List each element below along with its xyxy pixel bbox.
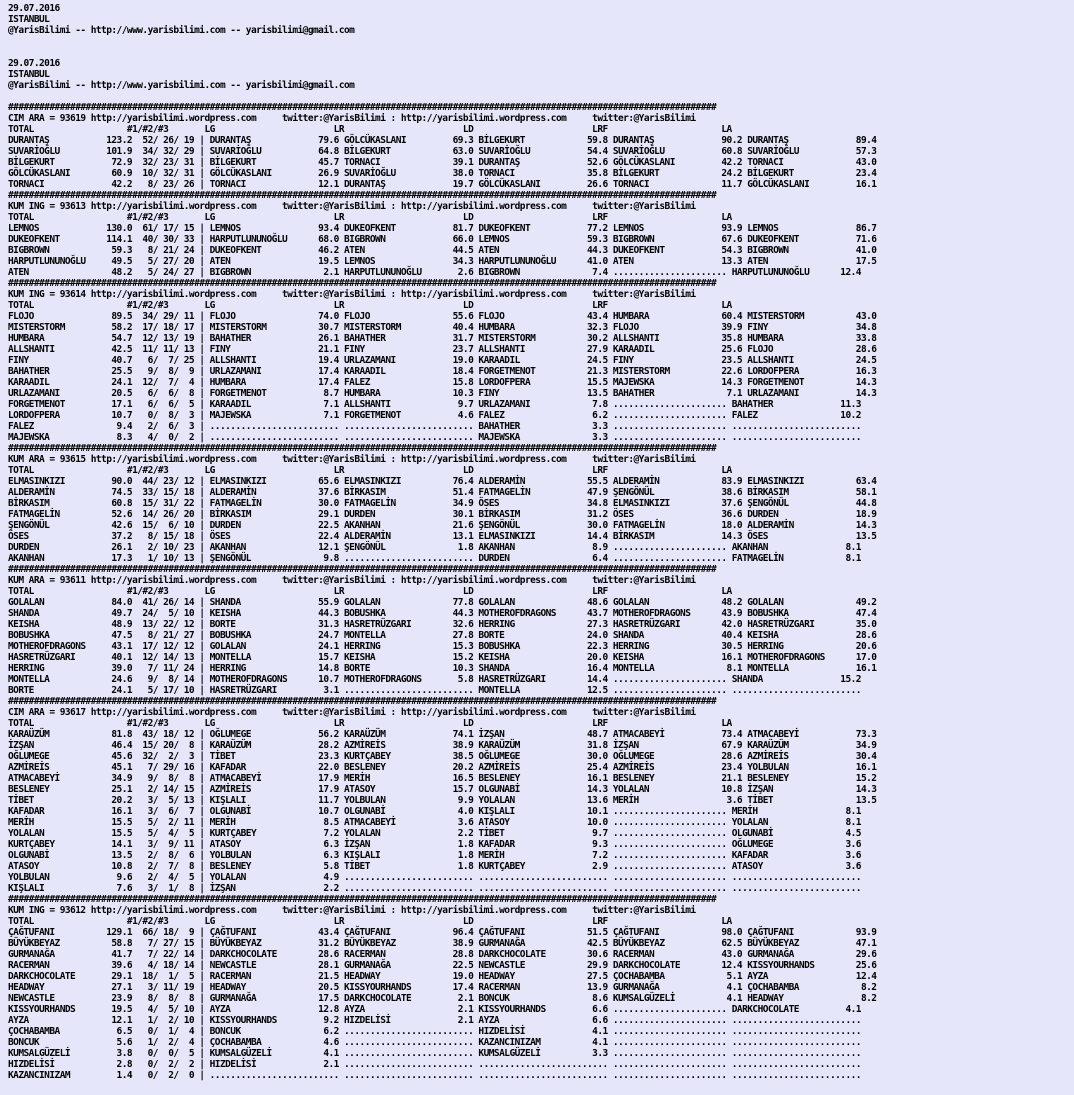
table-row: OLGUNABİ 13.5 2/ 8/ 6 | YOLBULAN 6.3 KIŞLALI 1.8 MERİH 7.2 ...................... KAFADAR 3.6 xyxy=(8,850,861,861)
separator-line: ######################################################################################################################################### xyxy=(8,894,717,905)
table-row: TİBET 20.2 3/ 5/ 13 | KIŞLALI 11.7 YOLBULAN 9.9 YOLALAN 13.6 MERİH 3.6 TİBET 13.5 xyxy=(8,795,877,806)
table-row: HERRING 39.0 7/ 11/ 24 | HERRING 14.8 BORTE 10.3 SHANDA 16.4 MONTELLA 8.1 MONTELLA 16.1 xyxy=(8,663,877,674)
table-row: AZMİREİS 45.1 7/ 29/ 16 | KAFADAR 22.0 BESLENEY 20.2 AZMİREİS 25.4 AZMİREİS 23.4 YOLBULAN 16.1 xyxy=(8,762,877,773)
table-row: KAFADAR 16.1 3/ 6/ 7 | OLGUNABİ 10.7 OLGUNABİ 4.0 KIŞLALI 10.1 ...................... MERİH 8.1 xyxy=(8,806,861,817)
separator-line: ######################################################################################################################################### xyxy=(8,443,717,454)
report-date: 29.07.2016 xyxy=(8,58,60,69)
table-row: KARAÜZÜM 81.8 43/ 18/ 12 | OĞLUMEGE 56.2 KARAÜZÜM 74.1 İZŞAN 48.7 ATMACABEYİ 73.4 ATMACABEYİ 73.3 xyxy=(8,729,877,740)
table-row: FATMAGELİN 52.6 14/ 26/ 20 | BİRKASIM 29.1 DURDEN 30.1 BİRKASIM 31.2 ÖSES 36.6 DURDEN 18.9 xyxy=(8,509,877,520)
table-row: ATEN 48.2 5/ 24/ 27 | BIGBROWN 2.1 HARPUTLUNUNOĞLU 2.6 BIGBROWN 7.4 ...................... HARPUTLUNUNOĞLU 12.4 xyxy=(8,267,861,278)
table-row: ATASOY 10.8 2/ 7/ 8 | BESLENEY 5.8 TİBET 1.8 KURTÇABEY 2.9 ...................... ATASOY 3.6 xyxy=(8,861,861,872)
separator-line: ######################################################################################################################################### xyxy=(8,564,717,575)
table-row: İZŞAN 46.4 15/ 20/ 8 | KARAÜZÜM 28.2 AZMİREİS 38.9 KARAÜZÜM 31.8 İZŞAN 67.9 KARAÜZÜM 34.9 xyxy=(8,740,877,751)
table-row: FINY 40.7 6/ 7/ 25 | ALLSHANTI 19.4 URLAZAMANI 19.0 KARAADIL 24.5 FINY 23.5 ALLSHANTI 24.5 xyxy=(8,355,877,366)
table-row: RACERMAN 39.6 4/ 18/ 14 | NEWCASTLE 28.1 GURMANAĞA 22.5 NEWCASTLE 29.9 DARKCHOCOLATE 12.4 KISSYOURHANDS 25.6 xyxy=(8,960,877,971)
table-row: BİRKASIM 60.8 15/ 31/ 22 | FATMAGELİN 30.0 FATMAGELİN 34.9 ÖSES 34.8 ELMASINKIZI 37.6 ŞENGÖNÜL 44.8 xyxy=(8,498,877,509)
table-row: BÜYÜKBEYAZ 58.8 7/ 27/ 15 | BÜYÜKBEYAZ 31.2 BÜYÜKBEYAZ 38.9 GURMANAĞA 42.5 BÜYÜKBEYAZ 62.5 BÜYÜKBEYAZ 47.1 xyxy=(8,938,877,949)
report-city: ISTANBUL xyxy=(8,69,50,80)
report-city: ISTANBUL xyxy=(8,14,50,25)
column-header: TOTAL #1/#2/#3 LG LR LD LRF LA xyxy=(8,124,732,135)
table-row: GOLALAN 84.0 41/ 26/ 14 | SHANDA 55.9 GOLALAN 77.8 GOLALAN 48.6 GOLALAN 48.2 GOLALAN 49.2 xyxy=(8,597,877,608)
race-title: KUM ING = 93612 http://yarisbilimi.wordpress.com twitter:@YarisBilimi : http://yarisbilimi.wordpress.com twitter:@YarisBilimi xyxy=(8,905,696,916)
table-row: DUKEOFKENT 114.1 40/ 30/ 33 | HARPUTLUNUNOĞLU 68.0 BIGBROWN 66.0 LEMNOS 59.3 BIGBROWN 67.6 DUKEOFKENT 71.6 xyxy=(8,234,877,245)
race-title: CIM ARA = 93617 http://yarisbilimi.wordpress.com twitter:@YarisBilimi : http://yarisbilimi.wordpress.com twitter:@YarisBilimi xyxy=(8,707,696,718)
table-row: KEISHA 48.9 13/ 22/ 12 | BORTE 31.3 HASRETRÜZGARI 32.6 HERRING 27.3 HASRETRÜZGARI 42.0 HASRETRÜZGARI 35.0 xyxy=(8,619,877,630)
table-row: KAZANCINIZAM 1.4 0/ 2/ 0 | ......................... ......................... ......................... ...................... ......................... xyxy=(8,1070,861,1081)
separator-line: ######################################################################################################################################### xyxy=(8,278,717,289)
separator-line: ######################################################################################################################################### xyxy=(8,102,717,113)
table-row: YOLALAN 15.5 5/ 4/ 5 | KURTÇABEY 7.2 YOLALAN 2.2 TİBET 9.7 ...................... OLGUNABİ 4.5 xyxy=(8,828,861,839)
table-row: ÖSES 37.2 8/ 15/ 18 | ÖSES 22.4 ALDERAMİN 13.1 ELMASINKIZI 14.4 BİRKASIM 14.3 ÖSES 13.5 xyxy=(8,531,877,542)
table-row: GÖLCÜKASLANI 60.9 10/ 32/ 31 | GÖLCÜKASLANI 26.9 SUVARİOĞLU 38.0 TORNACI 35.8 BİLGEKURT 24.2 BİLGEKURT 23.4 xyxy=(8,168,877,179)
race-title: KUM ING = 93614 http://yarisbilimi.wordpress.com twitter:@YarisBilimi : http://yarisbilimi.wordpress.com twitter:@YarisBilimi xyxy=(8,289,696,300)
column-header: TOTAL #1/#2/#3 LG LR LD LRF LA xyxy=(8,718,732,729)
column-header: TOTAL #1/#2/#3 LG LR LD LRF LA xyxy=(8,586,732,597)
separator-line: ######################################################################################################################################### xyxy=(8,696,717,707)
column-header: TOTAL #1/#2/#3 LG LR LD LRF LA xyxy=(8,212,732,223)
table-row: BORTE 24.1 5/ 17/ 10 | HASRETRÜZGARI 3.1 ......................... MONTELLA 12.5 ...................... ......................... xyxy=(8,685,861,696)
table-row: BIGBROWN 59.3 8/ 21/ 24 | DUKEOFKENT 46.2 ATEN 44.5 ATEN 44.3 DUKEOFKENT 54.3 BIGBROWN 41.0 xyxy=(8,245,877,256)
table-row: BONCUK 5.6 1/ 2/ 4 | ÇOCHABAMBA 4.6 ......................... KAZANCINIZAM 4.1 ...................... ......................... xyxy=(8,1037,861,1048)
table-row: KURTÇABEY 14.1 3/ 9/ 11 | ATASOY 6.3 İZŞAN 1.8 KAFADAR 9.3 ...................... OĞLUMEGE 3.6 xyxy=(8,839,861,850)
table-row: URLAZAMANI 20.5 6/ 6/ 8 | FORGETMENOT 8.7 HUMBARA 10.3 FINY 13.5 BAHATHER 7.1 URLAZAMANI 14.3 xyxy=(8,388,877,399)
table-row: KUMSALGÜZELİ 3.8 0/ 0/ 5 | KUMSALGÜZELİ 4.1 ......................... KUMSALGÜZELİ 3.3 ...................... ......................... xyxy=(8,1048,861,1059)
table-row: HIZDELİSİ 2.8 0/ 2/ 2 | HIZDELİSİ 2.1 ......................... ......................... ...................... ......................... xyxy=(8,1059,861,1070)
table-row: KISSYOURHANDS 19.5 4/ 5/ 10 | AYZA 12.8 AYZA 2.1 KISSYOURHANDS 6.6 ...................... DARKCHOCOLATE 4.1 xyxy=(8,1004,861,1015)
table-row: BESLENEY 25.1 2/ 14/ 15 | AZMİREİS 17.9 ATASOY 15.7 OLGUNABİ 14.3 YOLALAN 10.8 İZŞAN 14.3 xyxy=(8,784,877,795)
table-row: MOTHEROFDRAGONS 43.1 17/ 12/ 12 | GOLALAN 24.1 HERRING 15.3 BOBUSHKA 22.3 HERRING 30.5 HERRING 20.6 xyxy=(8,641,877,652)
table-row: LORDOFPERA 10.7 0/ 8/ 3 | MAJEWSKA 7.1 FORGETMENOT 4.6 FALEZ 6.2 ...................... FALEZ 10.2 xyxy=(8,410,861,421)
table-row: DURANTAŞ 123.2 52/ 26/ 19 | DURANTAŞ 79.6 GÖLCÜKASLANI 69.3 BİLGEKURT 59.8 DURANTAŞ 90.2 DURANTAŞ 89.4 xyxy=(8,135,877,146)
report-contact: @YarisBilimi -- http://www.yarisbilimi.com -- yarisbilimi@gmail.com xyxy=(8,80,355,91)
table-row: MERİH 15.5 5/ 2/ 11 | MERİH 8.5 ATMACABEYİ 3.6 ATASOY 10.0 ...................... YOLALAN 8.1 xyxy=(8,817,861,828)
table-row: FALEZ 9.4 2/ 6/ 3 | ......................... ......................... BAHATHER 3.3 ...................... ......................... xyxy=(8,421,861,432)
table-row: ŞENGÖNÜL 42.6 15/ 6/ 10 | DURDEN 22.5 AKANHAN 21.6 ŞENGÖNÜL 30.0 FATMAGELİN 18.0 ALDERAMİN 14.3 xyxy=(8,520,877,531)
table-row: NEWCASTLE 23.9 8/ 8/ 8 | GURMANAĞA 17.5 DARKCHOCOLATE 2.1 BONCUK 8.6 KUMSALGÜZELİ 4.1 HEADWAY 8.2 xyxy=(8,993,877,1004)
report-date: 29.07.2016 xyxy=(8,3,60,14)
table-row: TORNACI 42.2 8/ 23/ 26 | TORNACI 12.1 DURANTAŞ 19.7 GÖLCÜKASLANI 26.6 TORNACI 11.7 GÖLCÜKASLANI 16.1 xyxy=(8,179,877,190)
table-row: ÇAĞTUFANI 129.1 66/ 18/ 9 | ÇAĞTUFANI 43.4 ÇAĞTUFANI 96.4 ÇAĞTUFANI 51.5 ÇAĞTUFANI 98.0 ÇAĞTUFANI 93.9 xyxy=(8,927,877,938)
table-row: LEMNOS 130.0 61/ 17/ 15 | LEMNOS 93.4 DUKEOFKENT 81.7 DUKEOFKENT 77.2 LEMNOS 93.9 LEMNOS 86.7 xyxy=(8,223,877,234)
report-contact: @YarisBilimi -- http://www.yarisbilimi.com -- yarisbilimi@gmail.com xyxy=(8,25,355,36)
table-row: KARAADIL 24.1 12/ 7/ 4 | HUMBARA 17.4 FALEZ 15.8 LORDOFPERA 15.5 MAJEWSKA 14.3 FORGETMENOT 14.3 xyxy=(8,377,877,388)
table-row: GURMANAĞA 41.7 7/ 22/ 14 | DARKCHOCOLATE 28.6 RACERMAN 28.8 DARKCHOCOLATE 30.6 RACERMAN 43.0 GURMANAĞA 29.6 xyxy=(8,949,877,960)
table-row: SUVARİOĞLU 101.9 34/ 32/ 29 | SUVARİOĞLU 64.8 BİLGEKURT 63.0 SUVARİOĞLU 54.4 SUVARİOĞLU 60.8 SUVARİOĞLU 57.3 xyxy=(8,146,877,157)
table-row: BİLGEKURT 72.9 32/ 23/ 31 | BİLGEKURT 45.7 TORNACI 39.1 DURANTAŞ 52.6 GÖLCÜKASLANI 42.2 TORNACI 43.0 xyxy=(8,157,877,168)
race-title: CIM ARA = 93619 http://yarisbilimi.wordpress.com twitter:@YarisBilimi : http://yarisbilimi.wordpress.com twitter:@YarisBilimi xyxy=(8,113,696,124)
table-row: ATMACABEYİ 34.9 9/ 8/ 8 | ATMACABEYİ 17.9 MERİH 16.5 BESLENEY 16.1 BESLENEY 21.1 BESLENEY 15.2 xyxy=(8,773,877,784)
table-row: AKANHAN 17.3 1/ 10/ 13 | ŞENGÖNÜL 9.8 ......................... DURDEN 6.4 ...................... FATMAGELİN 8.1 xyxy=(8,553,861,564)
table-row: AYZA 12.1 1/ 2/ 10 | KISSYOURHANDS 9.2 HIZDELİSİ 2.1 AYZA 6.6 ...................... ......................... xyxy=(8,1015,861,1026)
table-row: BOBUSHKA 47.5 8/ 21/ 27 | BOBUSHKA 24.7 MONTELLA 27.8 BORTE 24.0 SHANDA 40.4 KEISHA 28.6 xyxy=(8,630,877,641)
table-row: FLOJO 89.5 34/ 29/ 11 | FLOJO 74.0 FLOJO 55.6 FLOJO 43.4 HUMBARA 60.4 MISTERSTORM 43.0 xyxy=(8,311,877,322)
column-header: TOTAL #1/#2/#3 LG LR LD LRF LA xyxy=(8,916,732,927)
table-row: MONTELLA 24.6 9/ 8/ 14 | MOTHEROFDRAGONS 10.7 MOTHEROFDRAGONS 5.8 HASRETRÜZGARI 14.4 ...................... SHANDA 15.2 xyxy=(8,674,861,685)
table-row: SHANDA 49.7 24/ 5/ 10 | KEISHA 44.3 BOBUSHKA 44.3 MOTHEROFDRAGONS 43.7 MOTHEROFDRAGONS 43.9 BOBUSHKA 47.4 xyxy=(8,608,877,619)
table-row: MISTERSTORM 58.2 17/ 18/ 17 | MISTERSTORM 30.7 MISTERSTORM 40.4 HUMBARA 32.3 FLOJO 39.9 FINY 34.8 xyxy=(8,322,877,333)
table-row: HUMBARA 54.7 12/ 13/ 19 | BAHATHER 26.1 BAHATHER 31.7 MISTERSTORM 30.2 ALLSHANTI 35.8 HUMBARA 33.8 xyxy=(8,333,877,344)
separator-line: ######################################################################################################################################### xyxy=(8,190,717,201)
table-row: ÇOCHABAMBA 6.5 0/ 1/ 4 | BONCUK 6.2 ......................... HIZDELİSİ 4.1 ...................... ......................... xyxy=(8,1026,861,1037)
race-title: KUM ARA = 93615 http://yarisbilimi.wordpress.com twitter:@YarisBilimi : http://yarisbilimi.wordpress.com twitter:@YarisBilimi xyxy=(8,454,696,465)
column-header: TOTAL #1/#2/#3 LG LR LD LRF LA xyxy=(8,465,732,476)
race-title: KUM ARA = 93611 http://yarisbilimi.wordpress.com twitter:@YarisBilimi : http://yarisbilimi.wordpress.com twitter:@YarisBilimi xyxy=(8,575,696,586)
race-title: KUM ING = 93613 http://yarisbilimi.wordpress.com twitter:@YarisBilimi : http://yarisbilimi.wordpress.com twitter:@YarisBilimi xyxy=(8,201,696,212)
table-row: HARPUTLUNUNOĞLU 49.5 5/ 27/ 20 | ATEN 19.5 LEMNOS 34.3 HARPUTLUNUNOĞLU 41.0 ATEN 13.3 ATEN 17.5 xyxy=(8,256,877,267)
table-row: ELMASINKIZI 90.0 44/ 23/ 12 | ELMASINKIZI 65.6 ELMASINKIZI 76.4 ALDERAMİN 55.5 ALDERAMİN 83.9 ELMASINKIZI 63.4 xyxy=(8,476,877,487)
table-row: ALLSHANTI 42.5 11/ 11/ 13 | FINY 21.1 FINY 23.7 ALLSHANTI 27.9 KARAADIL 25.6 FLOJO 28.6 xyxy=(8,344,877,355)
table-row: FORGETMENOT 17.1 6/ 6/ 5 | KARAADIL 7.1 ALLSHANTI 9.7 URLAZAMANI 7.8 ...................... BAHATHER 11.3 xyxy=(8,399,861,410)
table-row: YOLBULAN 9.6 2/ 4/ 5 | YOLALAN 4.9 ......................... ......................... ...................... ......................... xyxy=(8,872,861,883)
table-row: ALDERAMİN 74.5 33/ 15/ 18 | ALDERAMİN 37.6 BİRKASIM 51.4 FATMAGELİN 47.9 ŞENGÖNÜL 38.6 BİRKASIM 58.1 xyxy=(8,487,877,498)
table-row: BAHATHER 25.5 9/ 8/ 9 | URLAZAMANI 17.4 KARAADIL 18.4 FORGETMENOT 21.3 MISTERSTORM 22.6 LORDOFPERA 16.3 xyxy=(8,366,877,377)
table-row: KIŞLALI 7.6 3/ 1/ 8 | İZŞAN 2.2 ......................... ......................... ...................... ......................... xyxy=(8,883,861,894)
table-row: HEADWAY 27.1 3/ 11/ 19 | HEADWAY 20.5 KISSYOURHANDS 17.4 RACERMAN 13.9 GURMANAĞA 4.1 ÇOCHABAMBA 8.2 xyxy=(8,982,877,993)
table-row: DARKCHOCOLATE 29.1 18/ 1/ 5 | RACERMAN 21.5 HEADWAY 19.0 HEADWAY 27.5 ÇOCHABAMBA 5.1 AYZA 12.4 xyxy=(8,971,877,982)
table-row: OĞLUMEGE 45.6 32/ 2/ 3 | TİBET 23.3 KURTÇABEY 38.5 OĞLUMEGE 30.0 OĞLUMEGE 28.6 AZMİREİS 30.4 xyxy=(8,751,877,762)
table-row: MAJEWSKA 8.3 4/ 0/ 2 | ......................... ......................... MAJEWSKA 3.3 ...................... ......................... xyxy=(8,432,861,443)
table-row: HASRETRÜZGARI 40.1 12/ 14/ 13 | MONTELLA 15.7 KEISHA 15.2 KEISHA 20.0 KEISHA 16.1 MOTHEROFDRAGONS 17.0 xyxy=(8,652,877,663)
column-header: TOTAL #1/#2/#3 LG LR LD LRF LA xyxy=(8,300,732,311)
table-row: DURDEN 26.1 2/ 10/ 23 | AKANHAN 12.1 ŞENGÖNÜL 1.8 AKANHAN 8.9 ...................... AKANHAN 8.1 xyxy=(8,542,861,553)
